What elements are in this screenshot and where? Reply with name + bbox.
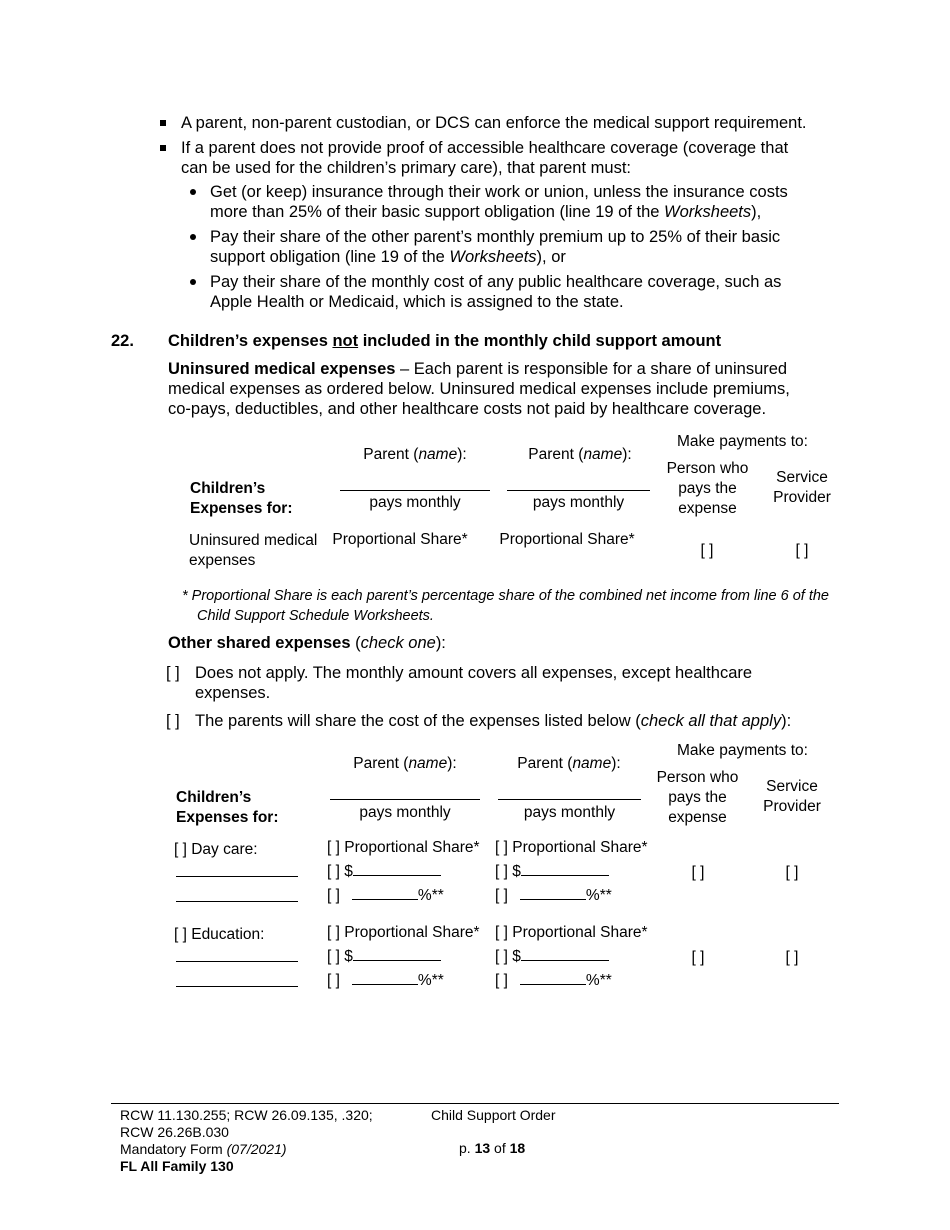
footer-doc-title: Child Support Order xyxy=(431,1107,556,1123)
uninsured-paragraph: Uninsured medical expenses – Each parent is responsible for a share of uninsured medical expenses as ordered below. Uninsured medical expenses include premiums, co-pays, deductibles, and other healthcare costs not paid by healthcare coverage. xyxy=(168,360,790,418)
square-bullet-icon xyxy=(160,145,166,151)
percent-blank[interactable] xyxy=(352,885,418,900)
parent1-dollar-option[interactable]: [ ] $ xyxy=(327,861,480,882)
parent1-name-line[interactable] xyxy=(330,799,480,800)
other-expenses-title: Other shared expenses (check one): xyxy=(168,634,446,652)
parent1-percent-option[interactable]: [ ] %** xyxy=(327,887,444,904)
education-person-pays-checkbox[interactable]: [ ] xyxy=(691,949,705,966)
service-provider-header: Service Provider xyxy=(763,778,821,815)
education-checkbox-label[interactable]: [ ] Education: xyxy=(174,926,265,943)
service-provider-header: Service Provider xyxy=(773,469,831,506)
percent-blank[interactable] xyxy=(520,885,586,900)
parent1-name-line[interactable] xyxy=(340,490,490,491)
parent1-proportional-checkbox[interactable]: [ ] Proportional Share* xyxy=(327,839,480,856)
round-bullet-icon xyxy=(190,234,196,240)
footer-left xyxy=(120,1107,373,1175)
parent2-proportional-share: Proportional Share* xyxy=(499,531,635,548)
service-provider-checkbox[interactable]: [ ] xyxy=(795,542,809,559)
round-bullet-icon xyxy=(190,279,196,285)
footer-rcw: RCW 11.130.255; RCW 26.09.135, .320; xyxy=(120,1107,373,1123)
footer-divider xyxy=(111,1103,839,1104)
education-child-line[interactable] xyxy=(176,986,298,987)
parent2-percent-option[interactable]: [ ] %** xyxy=(495,887,612,904)
parent1-proportional-share: Proportional Share* xyxy=(332,531,468,548)
footer-rcw: RCW 26.26B.030 xyxy=(120,1124,229,1140)
daycare-child-line[interactable] xyxy=(176,876,298,877)
parent1-name-header: Parent (name): xyxy=(363,446,467,463)
person-pays-checkbox[interactable]: [ ] xyxy=(700,542,714,559)
parent2-proportional-checkbox[interactable]: [ ] Proportional Share* xyxy=(495,924,648,941)
pays-monthly-label: pays monthly xyxy=(369,494,461,511)
pays-monthly-label: pays monthly xyxy=(532,494,625,511)
dollar-amount-blank[interactable] xyxy=(353,946,441,961)
section-number: 22. xyxy=(111,332,134,350)
percent-blank[interactable] xyxy=(352,970,418,985)
percent-blank[interactable] xyxy=(520,970,586,985)
daycare-parent1-options xyxy=(327,838,480,906)
round-bullet-icon xyxy=(190,189,196,195)
parent1-proportional-checkbox[interactable]: [ ] Proportional Share* xyxy=(327,924,480,941)
square-bullet-icon xyxy=(160,120,166,126)
make-payments-header: Make payments to: xyxy=(677,742,808,759)
footer-mandatory-form: Mandatory Form (07/2021) xyxy=(120,1141,287,1157)
person-who-pays-header: Person who pays the expense xyxy=(656,769,739,826)
daycare-checkbox-label[interactable]: [ ] Day care: xyxy=(174,841,258,858)
footer-page-number: p. 13 of 18 xyxy=(459,1140,526,1156)
daycare-parent2-options xyxy=(495,838,648,906)
daycare-service-provider-checkbox[interactable]: [ ] xyxy=(785,864,799,881)
parent2-percent-option[interactable]: [ ] %** xyxy=(495,972,612,989)
parent2-name-line[interactable] xyxy=(498,799,641,800)
section-title: Children’s expenses not included in the monthly child support amount xyxy=(168,332,722,350)
proportional-share-footnote: * Proportional Share is each parent’s percentage share of the combined net income from line 6 of the Child Support Schedule Worksheets. xyxy=(182,588,829,624)
parent1-name-header: Parent (name): xyxy=(353,755,457,772)
share-cost-checkbox[interactable]: [ ] xyxy=(166,712,180,730)
pays-monthly-label: pays monthly xyxy=(523,804,616,821)
parent2-proportional-checkbox[interactable]: [ ] Proportional Share* xyxy=(495,839,648,856)
dollar-amount-blank[interactable] xyxy=(521,861,609,876)
pays-monthly-label: pays monthly xyxy=(359,804,451,821)
parent2-name-header: Parent (name): xyxy=(517,755,621,772)
education-service-provider-checkbox[interactable]: [ ] xyxy=(785,949,799,966)
parent1-dollar-option[interactable]: [ ] $ xyxy=(327,946,480,967)
uninsured-row-label: Uninsured medical expenses xyxy=(189,532,318,569)
person-who-pays-header: Person who pays the expense xyxy=(666,460,749,517)
education-parent1-options xyxy=(327,923,480,991)
dollar-amount-blank[interactable] xyxy=(521,946,609,961)
children-expenses-header: Children’s Expenses for: xyxy=(176,789,279,826)
parent2-dollar-option[interactable]: [ ] $ xyxy=(495,861,648,882)
daycare-person-pays-checkbox[interactable]: [ ] xyxy=(691,864,705,881)
parent2-dollar-option[interactable]: [ ] $ xyxy=(495,946,648,967)
children-expenses-header: Children’s Expenses for: xyxy=(190,480,293,517)
parent2-name-header: Parent (name): xyxy=(528,446,632,463)
daycare-child-line[interactable] xyxy=(176,901,298,902)
education-child-line[interactable] xyxy=(176,961,298,962)
dollar-amount-blank[interactable] xyxy=(353,861,441,876)
does-not-apply-checkbox[interactable]: [ ] xyxy=(166,664,180,682)
parent1-percent-option[interactable]: [ ] %** xyxy=(327,972,444,989)
parent2-name-line[interactable] xyxy=(507,490,650,491)
footer-form-id: FL All Family 130 xyxy=(120,1158,234,1174)
make-payments-header: Make payments to: xyxy=(677,433,808,450)
education-parent2-options xyxy=(495,923,648,991)
